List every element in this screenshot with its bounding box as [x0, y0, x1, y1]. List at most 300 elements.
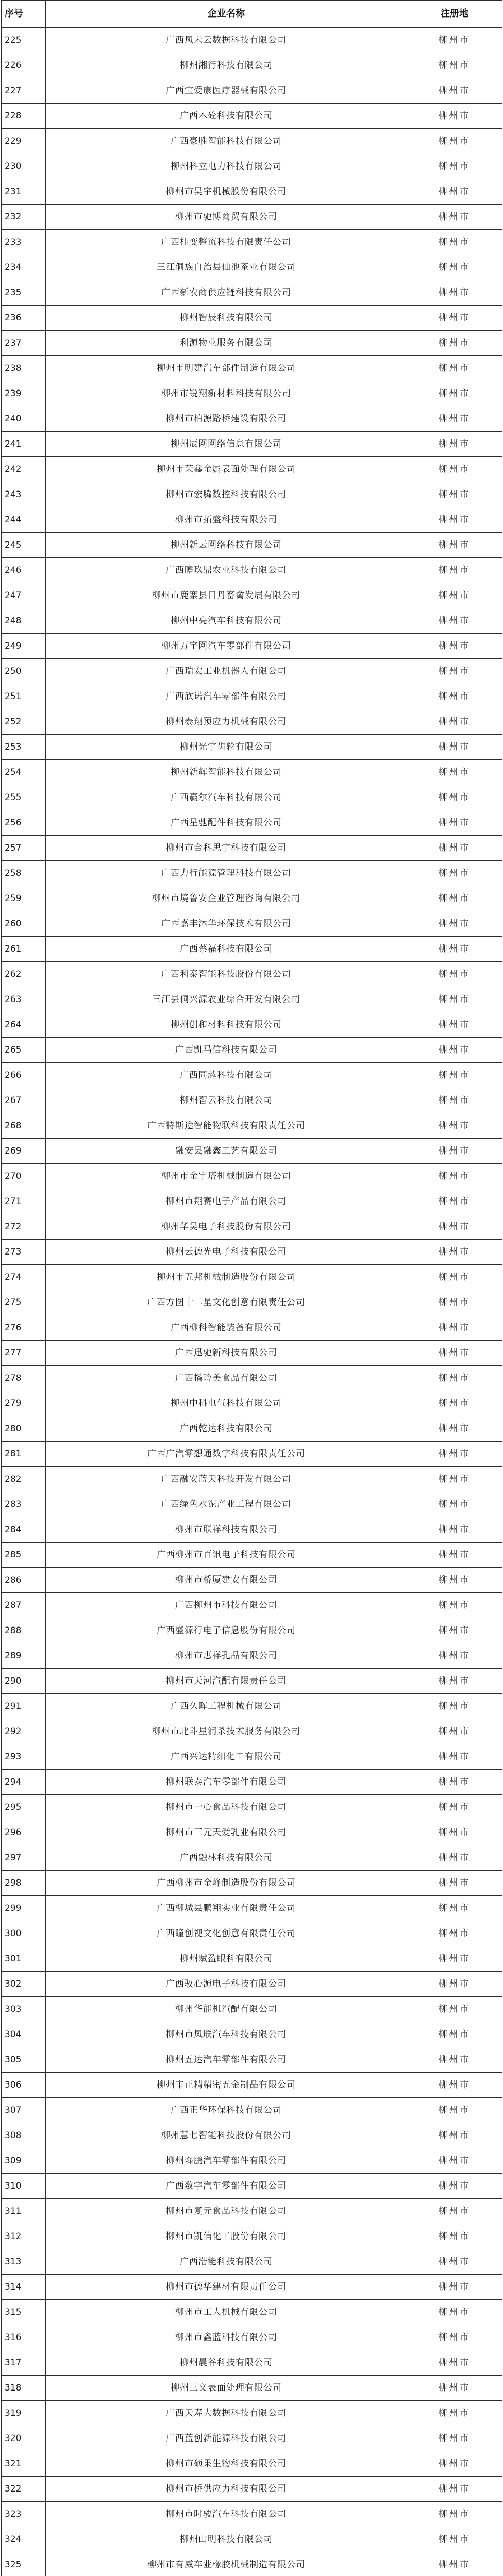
cell-enterprise-name: 柳州中科电气科技有限公司: [46, 1391, 407, 1416]
cell-serial-number: 245: [2, 533, 46, 558]
table-row: [2, 1467, 502, 1492]
table-row: [2, 1265, 502, 1290]
cell-enterprise-name: 柳州市北斗星润杀技术服务有限公司: [46, 1719, 407, 1744]
cell-enterprise-name: 广西嘉丰沐华环保技术有限公司: [46, 911, 407, 937]
cell-enterprise-name: 柳州市柏源路桥建设有限公司: [46, 406, 407, 432]
cell-registered-place: 柳州市: [407, 28, 502, 53]
cell-registered-place: 柳州市: [407, 432, 502, 457]
cell-registered-place: 柳州市: [407, 558, 502, 583]
cell-serial-number: 306: [2, 2073, 46, 2098]
cell-registered-place: 柳州市: [407, 1972, 502, 1997]
table-row: [2, 1871, 502, 1896]
cell-registered-place: 柳州市: [407, 331, 502, 356]
cell-serial-number: 243: [2, 482, 46, 507]
table-row: [2, 911, 502, 937]
cell-serial-number: 288: [2, 1618, 46, 1643]
cell-serial-number: 247: [2, 583, 46, 608]
table-row: [2, 356, 502, 381]
table-row: [2, 1517, 502, 1543]
cell-serial-number: 293: [2, 1744, 46, 1770]
cell-registered-place: 柳州市: [407, 2552, 502, 2576]
cell-serial-number: 264: [2, 1012, 46, 1038]
cell-serial-number: 278: [2, 1366, 46, 1391]
cell-serial-number: 260: [2, 911, 46, 937]
cell-enterprise-name: 柳州光宇齿轮有限公司: [46, 735, 407, 760]
cell-enterprise-name: 广西蔡福科技有限公司: [46, 937, 407, 962]
cell-registered-place: 柳州市: [407, 1366, 502, 1391]
cell-enterprise-name: 柳州市复元食品科技有限公司: [46, 2199, 407, 2224]
cell-serial-number: 265: [2, 1038, 46, 1063]
cell-registered-place: 柳州市: [407, 2275, 502, 2300]
cell-enterprise-name: 柳州市凯信化工股份有限公司: [46, 2224, 407, 2249]
table-row: [2, 2098, 502, 2123]
cell-registered-place: 柳州市: [407, 533, 502, 558]
cell-serial-number: 290: [2, 1669, 46, 1694]
cell-registered-place: 柳州市: [407, 1845, 502, 1871]
cell-serial-number: 280: [2, 1416, 46, 1442]
cell-serial-number: 325: [2, 2552, 46, 2576]
table-row: [2, 381, 502, 406]
cell-serial-number: 321: [2, 2451, 46, 2477]
cell-registered-place: 柳州市: [407, 1315, 502, 1341]
cell-serial-number: 276: [2, 1315, 46, 1341]
cell-enterprise-name: 柳州市锐翔新材料科技有限公司: [46, 381, 407, 406]
header-registered-place: 注册地: [407, 1, 502, 28]
cell-enterprise-name: 广西新农商供应链科技有限公司: [46, 280, 407, 306]
table-row: [2, 2148, 502, 2174]
cell-enterprise-name: 广西瞳创视文化创意有限责任公司: [46, 1921, 407, 1946]
table-row: [2, 1492, 502, 1517]
cell-registered-place: 柳州市: [407, 1265, 502, 1290]
cell-serial-number: 316: [2, 2325, 46, 2350]
cell-enterprise-name: 广西正华环保科技有限公司: [46, 2098, 407, 2123]
cell-enterprise-name: 广西凤未云数据科技有限公司: [46, 28, 407, 53]
table-row: [2, 2199, 502, 2224]
cell-serial-number: 284: [2, 1517, 46, 1543]
cell-enterprise-name: 柳州市一心食品科技有限公司: [46, 1795, 407, 1820]
cell-serial-number: 227: [2, 78, 46, 104]
table-row: [2, 1618, 502, 1643]
cell-registered-place: 柳州市: [407, 1719, 502, 1744]
table-row: [2, 1442, 502, 1467]
cell-serial-number: 295: [2, 1795, 46, 1820]
cell-registered-place: 柳州市: [407, 1618, 502, 1643]
cell-serial-number: 228: [2, 104, 46, 129]
cell-enterprise-name: 广西凯马信科技有限公司: [46, 1038, 407, 1063]
cell-enterprise-name: 柳州市德华建材有限责任公司: [46, 2275, 407, 2300]
cell-enterprise-name: 广西同越科技有限公司: [46, 1063, 407, 1088]
cell-enterprise-name: 柳州市硕果生物科技有限公司: [46, 2451, 407, 2477]
cell-serial-number: 241: [2, 432, 46, 457]
cell-registered-place: 柳州市: [407, 154, 502, 179]
table-row: [2, 659, 502, 684]
table-row: [2, 507, 502, 533]
cell-registered-place: 柳州市: [407, 735, 502, 760]
cell-registered-place: 柳州市: [407, 2477, 502, 2502]
cell-registered-place: 柳州市: [407, 53, 502, 78]
cell-serial-number: 309: [2, 2148, 46, 2174]
cell-serial-number: 279: [2, 1391, 46, 1416]
cell-enterprise-name: 柳州五达汽车零部件有限公司: [46, 2047, 407, 2073]
cell-registered-place: 柳州市: [407, 2098, 502, 2123]
cell-registered-place: 柳州市: [407, 583, 502, 608]
cell-serial-number: 257: [2, 836, 46, 861]
table-row: [2, 937, 502, 962]
cell-enterprise-name: 广西星驰配件科技有限公司: [46, 810, 407, 836]
cell-registered-place: 柳州市: [407, 1139, 502, 1164]
cell-enterprise-name: 广西柳科智能装备有限公司: [46, 1315, 407, 1341]
cell-serial-number: 307: [2, 2098, 46, 2123]
cell-serial-number: 248: [2, 608, 46, 634]
cell-serial-number: 237: [2, 331, 46, 356]
cell-enterprise-name: 广西木砼科技有限公司: [46, 104, 407, 129]
cell-serial-number: 238: [2, 356, 46, 381]
cell-enterprise-name: 柳州市鹿寨县日丹畜禽发展有限公司: [46, 583, 407, 608]
table-row: [2, 583, 502, 608]
cell-registered-place: 柳州市: [407, 2073, 502, 2098]
table-row: [2, 205, 502, 230]
cell-serial-number: 303: [2, 1997, 46, 2022]
cell-registered-place: 柳州市: [407, 104, 502, 129]
table-row: [2, 2451, 502, 2477]
table-row: [2, 2527, 502, 2552]
cell-enterprise-name: 柳州森鹏汽车零部件有限公司: [46, 2148, 407, 2174]
cell-registered-place: 柳州市: [407, 760, 502, 785]
cell-registered-place: 柳州市: [407, 962, 502, 987]
table-row: [2, 2552, 502, 2576]
cell-registered-place: 柳州市: [407, 2174, 502, 2199]
table-row: [2, 78, 502, 104]
table-row: [2, 558, 502, 583]
cell-serial-number: 249: [2, 634, 46, 659]
table-row: [2, 2174, 502, 2199]
cell-registered-place: 柳州市: [407, 2401, 502, 2426]
cell-registered-place: 柳州市: [407, 1391, 502, 1416]
table-row: [2, 1063, 502, 1088]
cell-enterprise-name: 柳州市昊宇机械股份有限公司: [46, 179, 407, 205]
cell-enterprise-name: 广西利泰智能科技股份有限公司: [46, 962, 407, 987]
cell-serial-number: 322: [2, 2477, 46, 2502]
cell-serial-number: 263: [2, 987, 46, 1012]
cell-serial-number: 266: [2, 1063, 46, 1088]
table-row: [2, 1845, 502, 1871]
table-row: [2, 1113, 502, 1139]
cell-registered-place: 柳州市: [407, 1290, 502, 1315]
cell-registered-place: 柳州市: [407, 255, 502, 280]
cell-enterprise-name: 广西盛源行电子信息股份有限公司: [46, 1618, 407, 1643]
cell-serial-number: 313: [2, 2249, 46, 2275]
cell-enterprise-name: 柳州市合科思宇科技有限公司: [46, 836, 407, 861]
cell-registered-place: 柳州市: [407, 785, 502, 810]
table-row: [2, 1366, 502, 1391]
table-row: [2, 1012, 502, 1038]
cell-registered-place: 柳州市: [407, 886, 502, 911]
table-row: [2, 1290, 502, 1315]
table-row: [2, 962, 502, 987]
cell-registered-place: 柳州市: [407, 78, 502, 104]
table-row: [2, 1643, 502, 1669]
cell-enterprise-name: 融安县融鑫工艺有限公司: [46, 1139, 407, 1164]
cell-registered-place: 柳州市: [407, 1643, 502, 1669]
cell-serial-number: 311: [2, 2199, 46, 2224]
table-row: [2, 2073, 502, 2098]
cell-enterprise-name: 广西瑞宏工业机器人有限公司: [46, 659, 407, 684]
cell-enterprise-name: 柳州联泰汽车零部件有限公司: [46, 1770, 407, 1795]
cell-enterprise-name: 柳州万宇网汽车零部件有限公司: [46, 634, 407, 659]
table-row: [2, 1240, 502, 1265]
table-row: [2, 1795, 502, 1820]
cell-serial-number: 300: [2, 1921, 46, 1946]
cell-registered-place: 柳州市: [407, 634, 502, 659]
cell-registered-place: 柳州市: [407, 684, 502, 709]
cell-enterprise-name: 柳州市荣鑫金属表面处理有限公司: [46, 457, 407, 482]
cell-registered-place: 柳州市: [407, 987, 502, 1012]
cell-serial-number: 252: [2, 709, 46, 735]
cell-enterprise-name: 广西驭心源电子科技有限公司: [46, 1972, 407, 1997]
table-row: [2, 760, 502, 785]
cell-enterprise-name: 柳州市正精精密五金制品有限公司: [46, 2073, 407, 2098]
cell-enterprise-name: 柳州市驰博商贸有限公司: [46, 205, 407, 230]
cell-serial-number: 291: [2, 1694, 46, 1719]
cell-serial-number: 308: [2, 2123, 46, 2148]
cell-registered-place: 柳州市: [407, 1442, 502, 1467]
cell-serial-number: 273: [2, 1240, 46, 1265]
table-row: [2, 280, 502, 306]
cell-registered-place: 柳州市: [407, 1871, 502, 1896]
cell-registered-place: 柳州市: [407, 306, 502, 331]
table-row: [2, 735, 502, 760]
cell-registered-place: 柳州市: [407, 129, 502, 154]
cell-registered-place: 柳州市: [407, 836, 502, 861]
cell-registered-place: 柳州市: [407, 911, 502, 937]
cell-registered-place: 柳州市: [407, 2224, 502, 2249]
cell-serial-number: 312: [2, 2224, 46, 2249]
cell-enterprise-name: 柳州山明科技有限公司: [46, 2527, 407, 2552]
cell-enterprise-name: 柳州湘行科技有限公司: [46, 53, 407, 78]
cell-enterprise-name: 广西欣诺汽车零部件有限公司: [46, 684, 407, 709]
cell-registered-place: 柳州市: [407, 608, 502, 634]
table-row: [2, 1896, 502, 1921]
cell-serial-number: 267: [2, 1088, 46, 1113]
table-row: [2, 810, 502, 836]
cell-serial-number: 230: [2, 154, 46, 179]
cell-enterprise-name: 柳州市有威车业橡胶机械制造有限公司: [46, 2552, 407, 2576]
cell-registered-place: 柳州市: [407, 2350, 502, 2376]
cell-enterprise-name: 柳州智辰科技有限公司: [46, 306, 407, 331]
cell-serial-number: 262: [2, 962, 46, 987]
table-row: [2, 2401, 502, 2426]
cell-enterprise-name: 柳州科立电力科技有限公司: [46, 154, 407, 179]
table-row: [2, 1820, 502, 1845]
cell-enterprise-name: 柳州市联祥科技有限公司: [46, 1517, 407, 1543]
table-row: [2, 2123, 502, 2148]
cell-enterprise-name: 柳州市天河汽配有限责任公司: [46, 1669, 407, 1694]
table-row: [2, 1593, 502, 1618]
cell-enterprise-name: 广西宝爱康医疗器械有限公司: [46, 78, 407, 104]
table-row: [2, 709, 502, 735]
table-row: [2, 1744, 502, 1770]
cell-serial-number: 254: [2, 760, 46, 785]
cell-registered-place: 柳州市: [407, 1063, 502, 1088]
table-row: [2, 987, 502, 1012]
cell-serial-number: 297: [2, 1845, 46, 1871]
cell-enterprise-name: 广西力行能源管理科技有限公司: [46, 861, 407, 886]
cell-serial-number: 274: [2, 1265, 46, 1290]
cell-registered-place: 柳州市: [407, 2451, 502, 2477]
cell-serial-number: 259: [2, 886, 46, 911]
table-header: [2, 1, 502, 28]
table-row: [2, 836, 502, 861]
table-header-row: [2, 1, 502, 28]
cell-serial-number: 287: [2, 1593, 46, 1618]
cell-serial-number: 298: [2, 1871, 46, 1896]
table-row: [2, 432, 502, 457]
cell-enterprise-name: 广西融安蓝天科技开发有限公司: [46, 1467, 407, 1492]
cell-serial-number: 233: [2, 230, 46, 255]
cell-registered-place: 柳州市: [407, 2047, 502, 2073]
table-row: [2, 1946, 502, 1972]
table-row: [2, 1568, 502, 1593]
table-row: [2, 2249, 502, 2275]
cell-enterprise-name: 柳州创和材料科技有限公司: [46, 1012, 407, 1038]
cell-serial-number: 229: [2, 129, 46, 154]
cell-registered-place: 柳州市: [407, 810, 502, 836]
cell-registered-place: 柳州市: [407, 1189, 502, 1214]
cell-registered-place: 柳州市: [407, 1694, 502, 1719]
cell-registered-place: 柳州市: [407, 937, 502, 962]
table-row: [2, 1139, 502, 1164]
cell-serial-number: 255: [2, 785, 46, 810]
cell-enterprise-name: 柳州市宏腾数控科技有限公司: [46, 482, 407, 507]
cell-serial-number: 277: [2, 1341, 46, 1366]
cell-enterprise-name: 广西赢尔汽车科技有限公司: [46, 785, 407, 810]
cell-serial-number: 281: [2, 1442, 46, 1467]
cell-serial-number: 239: [2, 381, 46, 406]
table-row: [2, 2350, 502, 2376]
cell-registered-place: 柳州市: [407, 1492, 502, 1517]
table-row: [2, 230, 502, 255]
table-row: [2, 1694, 502, 1719]
cell-enterprise-name: 柳州中亮汽车科技有限公司: [46, 608, 407, 634]
table-row: [2, 306, 502, 331]
cell-enterprise-name: 柳州晨谷科技有限公司: [46, 2350, 407, 2376]
table-row: [2, 1416, 502, 1442]
cell-serial-number: 251: [2, 684, 46, 709]
table-row: [2, 886, 502, 911]
table-row: [2, 28, 502, 53]
table-body: [2, 28, 502, 2576]
table-row: [2, 104, 502, 129]
cell-enterprise-name: 广西桂变整流科技有限责任公司: [46, 230, 407, 255]
cell-enterprise-name: 广西天寿大数据科技有限公司: [46, 2401, 407, 2426]
cell-enterprise-name: 柳州市明建汽车部件制造有限公司: [46, 356, 407, 381]
cell-registered-place: 柳州市: [407, 230, 502, 255]
cell-enterprise-name: 柳州市桥供应力科技有限公司: [46, 2477, 407, 2502]
cell-serial-number: 285: [2, 1543, 46, 1568]
cell-registered-place: 柳州市: [407, 1896, 502, 1921]
cell-enterprise-name: 广西久晖工程机械有限公司: [46, 1694, 407, 1719]
table-row: [2, 1164, 502, 1189]
cell-enterprise-name: 广西兴达精细化工有限公司: [46, 1744, 407, 1770]
table-row: [2, 1189, 502, 1214]
table-row: [2, 2477, 502, 2502]
cell-enterprise-name: 柳州智云科技有限公司: [46, 1088, 407, 1113]
cell-enterprise-name: 柳州市惠祥孔品有限公司: [46, 1643, 407, 1669]
cell-serial-number: 323: [2, 2502, 46, 2527]
cell-serial-number: 258: [2, 861, 46, 886]
table-row: [2, 634, 502, 659]
cell-registered-place: 柳州市: [407, 1770, 502, 1795]
table-row: [2, 129, 502, 154]
cell-enterprise-name: 广西特斯途智能物联科技有限责任公司: [46, 1113, 407, 1139]
table-row: [2, 154, 502, 179]
cell-registered-place: 柳州市: [407, 1669, 502, 1694]
table-row: [2, 179, 502, 205]
cell-enterprise-name: 利源物业服务有限公司: [46, 331, 407, 356]
cell-enterprise-name: 广西柳州市科技有限公司: [46, 1593, 407, 1618]
table-row: [2, 1315, 502, 1341]
cell-registered-place: 柳州市: [407, 1593, 502, 1618]
cell-serial-number: 296: [2, 1820, 46, 1845]
cell-registered-place: 柳州市: [407, 2502, 502, 2527]
cell-serial-number: 320: [2, 2426, 46, 2451]
cell-enterprise-name: 广西乾达科技有限公司: [46, 1416, 407, 1442]
cell-serial-number: 283: [2, 1492, 46, 1517]
cell-enterprise-name: 柳州慧七智能科技股份有限公司: [46, 2123, 407, 2148]
cell-enterprise-name: 柳州市境鲁安企业管理咨询有限公司: [46, 886, 407, 911]
cell-enterprise-name: 广西浩能科技有限公司: [46, 2249, 407, 2275]
cell-serial-number: 271: [2, 1189, 46, 1214]
cell-registered-place: 柳州市: [407, 1921, 502, 1946]
cell-registered-place: 柳州市: [407, 1038, 502, 1063]
cell-enterprise-name: 广西柳州市百讯电子科技有限公司: [46, 1543, 407, 1568]
cell-registered-place: 柳州市: [407, 1467, 502, 1492]
cell-enterprise-name: 柳州市工大机械有限公司: [46, 2300, 407, 2325]
cell-serial-number: 294: [2, 1770, 46, 1795]
cell-enterprise-name: 柳州市鑫蓝科技有限公司: [46, 2325, 407, 2350]
cell-registered-place: 柳州市: [407, 1517, 502, 1543]
cell-serial-number: 226: [2, 53, 46, 78]
cell-registered-place: 柳州市: [407, 179, 502, 205]
cell-enterprise-name: 广西播玲美食品有限公司: [46, 1366, 407, 1391]
cell-serial-number: 299: [2, 1896, 46, 1921]
cell-enterprise-name: 广西迅驰新科技有限公司: [46, 1341, 407, 1366]
table-row: [2, 2376, 502, 2401]
cell-registered-place: 柳州市: [407, 2148, 502, 2174]
header-enterprise-name: 企业名称: [46, 1, 407, 28]
cell-enterprise-name: 柳州华昊电子科技股份有限公司: [46, 1214, 407, 1240]
cell-registered-place: 柳州市: [407, 2022, 502, 2047]
cell-enterprise-name: 柳州市桥厦建安有限公司: [46, 1568, 407, 1593]
cell-serial-number: 256: [2, 810, 46, 836]
table-row: [2, 2224, 502, 2249]
cell-serial-number: 286: [2, 1568, 46, 1593]
cell-serial-number: 268: [2, 1113, 46, 1139]
cell-serial-number: 231: [2, 179, 46, 205]
cell-registered-place: 柳州市: [407, 2376, 502, 2401]
table-row: [2, 482, 502, 507]
cell-enterprise-name: 柳州赋盈眼科有限公司: [46, 1946, 407, 1972]
cell-registered-place: 柳州市: [407, 2527, 502, 2552]
cell-enterprise-name: 柳州三义表面处理有限公司: [46, 2376, 407, 2401]
table-row: [2, 1719, 502, 1744]
cell-serial-number: 246: [2, 558, 46, 583]
table-row: [2, 1921, 502, 1946]
cell-enterprise-name: 柳州泰翔预应力机械有限公司: [46, 709, 407, 735]
cell-serial-number: 305: [2, 2047, 46, 2073]
cell-registered-place: 柳州市: [407, 2123, 502, 2148]
table-row: [2, 1770, 502, 1795]
